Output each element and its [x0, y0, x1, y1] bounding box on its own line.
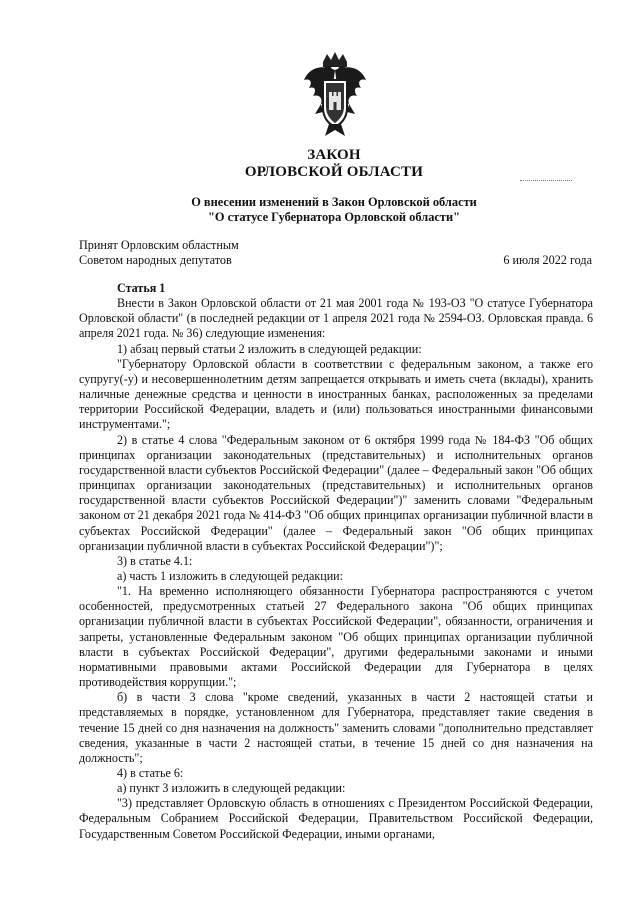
law-title: ЗАКОН: [307, 147, 361, 163]
region-title: ОРЛОВСКОЙ ОБЛАСТИ: [244, 164, 424, 180]
body-paragraph: а) часть 1 изложить в следующей редакции:: [117, 568, 343, 583]
law-subject-line-1: О внесении изменений в Закон Орловской области: [191, 195, 477, 209]
body-paragraph: "3) представляет Орловскую область в отношениях с Президентом Российской Федерации, Федеральным Собранием Российской Федерации, Правительством Российской Федерации, Государственным Советом Российской Федерации, иными органами,: [79, 796, 593, 841]
law-body: [79, 281, 593, 842]
body-paragraph: 1) абзац первый статьи 2 изложить в следующей редакции:: [117, 341, 422, 356]
law-subject-line-2: "О статусе Губернатора Орловской области": [207, 210, 461, 224]
adoption-block: [79, 238, 239, 268]
adoption-line-1: Принят Орловским областным: [79, 238, 239, 252]
adoption-line-2: Советом народных депутатов: [79, 253, 232, 267]
article-heading: Статья 1: [117, 281, 166, 295]
body-paragraph: б) в части 3 слова "кроме сведений, указанных в части 2 настоящей статьи и представляемых в порядке, установленном для Губернатора, представляет такие сведения в течение 15 дней со дня назначения на должность" заменить словами "дополнительно представляет сведения, указанные в части 2 настоящей статьи, в течение 15 дней со дня назначения на должность";: [79, 690, 593, 765]
orel-coat-of-arms-icon: [301, 50, 369, 140]
adoption-date: 6 июля 2022 года: [503, 253, 592, 267]
body-paragraph: "1. На временно исполняющего обязанности Губернатора распространяются с учетом особенностей, предусмотренных статьей 27 Федерального закона "Об общих принципах организации публичной власти в субъектах Российской Федерации", обязанности, ограничения и запреты, установленные Федеральным законом "Об общих принципах организации публичной власти в субъектах Российской Федерации", другими федеральными законами и иными нормативными правовыми актами Российской Федерации для Губернатора в целях противодействия коррупции.";: [79, 584, 593, 690]
registration-dotted-line: [520, 180, 572, 181]
body-paragraph: 4) в статье 6:: [117, 766, 184, 780]
body-paragraph: "Губернатору Орловской области в соответствии с федеральным законом, а также его супругу(-у) и несовершеннолетним детям запрещается открывать и иметь счета (вклады), хранить наличные денежные средства и ценности в иностранных банках, расположенных за пределами территории Российской Федерации, владеть и (или) пользоваться иностранными финансовыми инструментами.";: [79, 356, 593, 432]
body-paragraph: 2) в статье 4 слова "Федеральным законом от 6 октября 1999 года № 184-ФЗ "Об общих принципах организации законодательных (представительных) и исполнительных органов государственной власти субъектов Российской Федерации" (далее – Федеральный закон "Об общих принципах организации законодательных (представительных) и исполнительных органов государственной власти субъектов Российской Федерации")" заменить словами "Федеральным законом от 21 декабря 2021 года № 414-ФЗ "Об общих принципах организации публичной власти в субъектах Российской Федерации" (далее – Федеральный закон "Об общих принципах организации публичной власти в субъектах Российской Федерации")";: [79, 432, 594, 553]
body-paragraph: 3) в статье 4.1:: [117, 553, 193, 568]
body-paragraph: а) пункт 3 изложить в следующей редакции:: [117, 781, 346, 796]
body-paragraph: Внести в Закон Орловской области от 21 мая 2001 года № 193-ОЗ "О статусе Губернатора Орловской области" (в последней редакции от 1 апреля 2021 года № 2594-ОЗ. Орловская правда. 6 апреля 2021 года. № 36) следующие изменения:: [79, 296, 593, 341]
